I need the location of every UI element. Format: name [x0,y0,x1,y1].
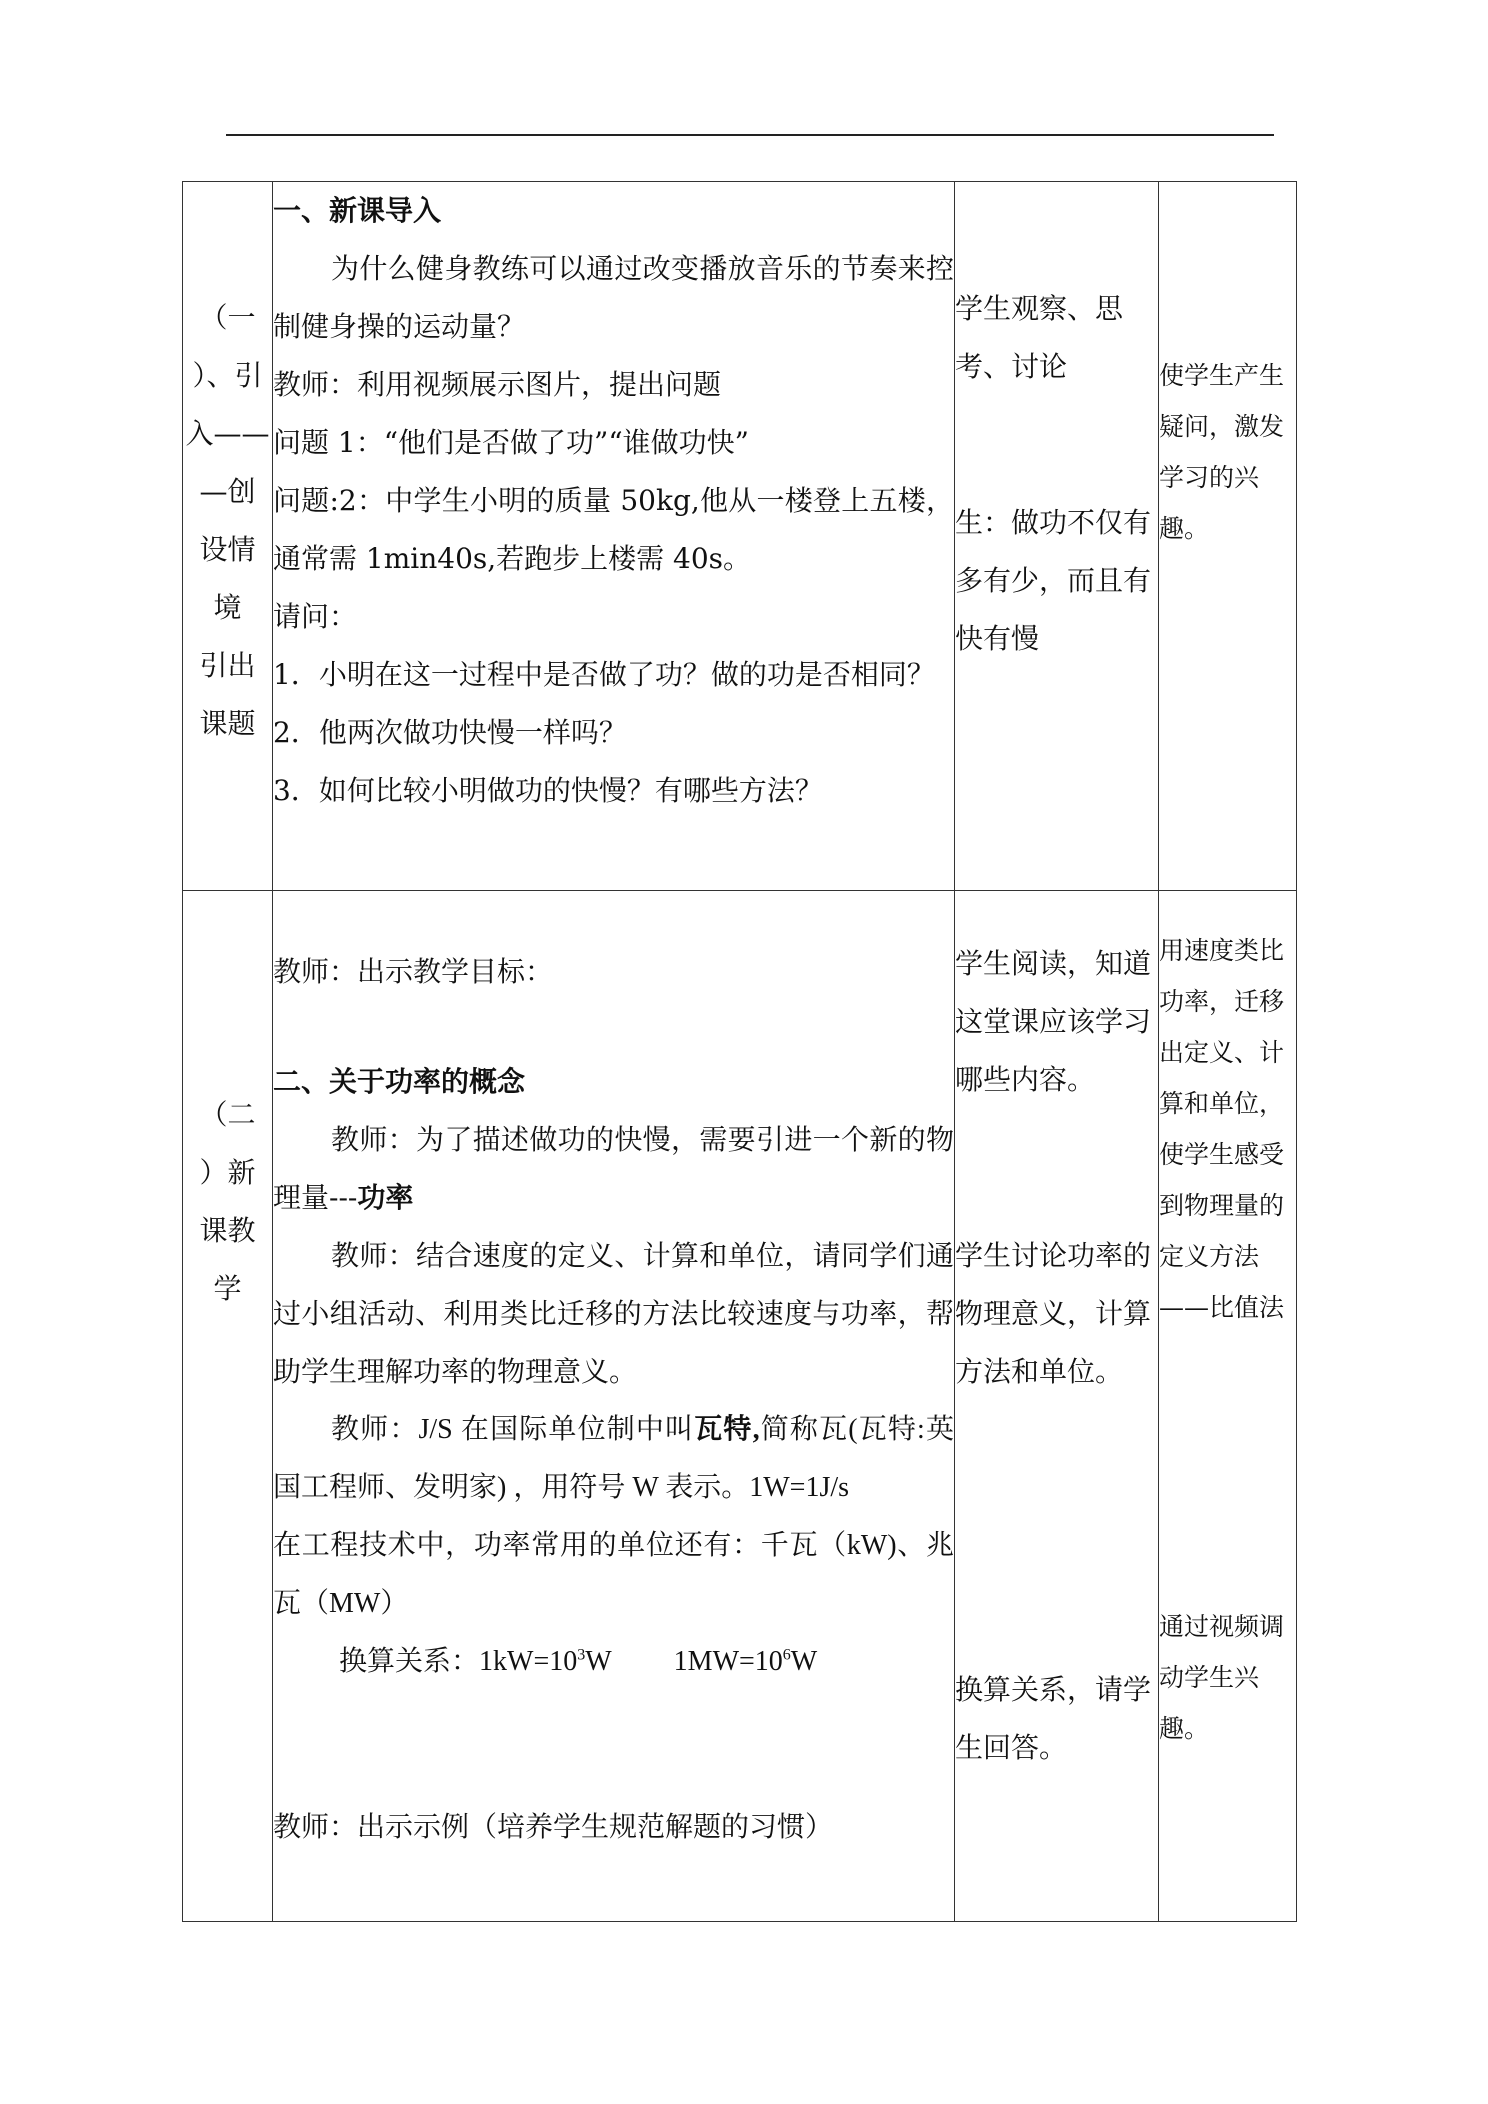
watt-term: 瓦特, [694,1414,760,1445]
power-term: 功率 [357,1181,414,1214]
question-line: 2．他两次做功快慢一样吗？ [273,716,627,749]
stage-line: 引出 [199,649,256,682]
conversion-label: 换算关系： [339,1646,480,1677]
teacher-line: 教师：利用视频展示图片，提出问题 [273,368,722,401]
unit-paragraph [273,1401,954,1517]
stage-line: （一 [199,301,256,334]
stage-line: —创 [199,475,256,508]
design-intent-cell [1159,182,1297,891]
exponent: 6 [782,1646,791,1664]
stage-line: 境 [213,591,242,624]
conversion-formula: 1MW=10 [673,1646,783,1677]
activity-text: 学生观察、思考、讨论 [955,292,1124,383]
activity-text: 学生阅读，知道这堂课应该学习哪些内容。 [955,947,1152,1096]
stage-line: 入—— [185,417,270,450]
activity-text: 生：做功不仅有多有少，而且有快有慢 [955,506,1152,655]
lesson-table [182,181,1297,1922]
question-line: 1．小明在这一过程中是否做了功？做的功是否相同？ [273,658,935,691]
unit-text: 简称瓦(瓦特:英国工程师、发明家) ，用符号 W 表示。1W=1J/s [273,1414,955,1503]
table-row [183,182,1297,891]
unit-text: 教师：J/S 在国际单位制中叫 [331,1414,695,1445]
analogy-paragraph: 教师：结合速度的定义、计算和单位，请同学们通过小组活动、利用类比迁移的方法比较速度与功率，帮助学生理解功率的物理意义。 [273,1239,954,1388]
stage-line: 设情 [199,533,256,566]
question-paragraph: 为什么健身教练可以通过改变播放音乐的节奏来控制健身操的运动量？ [273,252,954,343]
intent-text: 用速度类比功率，迁移出定义、计算和单位，使学生感受到物理量的定义方法——比值法 [1159,936,1285,1322]
concept-text: 教师：为了描述做功的快慢，需要引进一个新的物理量--- [273,1123,954,1214]
conversion-unit: W [790,1646,818,1677]
stage-line: 课教 [199,1214,256,1247]
question-line: 问题 1：“他们是否做了功”“谁做功快” [273,426,749,459]
stage-line: 学 [213,1272,242,1305]
intent-text: 通过视频调动学生兴趣。 [1159,1612,1285,1743]
stage-line: （二 [199,1098,256,1131]
stage-line: ）、引 [192,359,263,392]
teacher-goal: 教师：出示教学目标： [273,955,554,988]
intent-text: 使学生产生疑问，激发学习的兴趣。 [1159,361,1285,543]
content-cell [273,182,955,891]
exponent: 3 [577,1646,586,1664]
conversion-unit: W [585,1646,612,1677]
question-line: 3．如何比较小明做功的快慢？有哪些方法？ [273,774,823,807]
example-line: 教师：出示示例（培养学生规范解题的习惯） [273,1810,834,1843]
student-activity-cell [955,182,1159,891]
concept-paragraph [273,1111,954,1227]
conversion-formula: 1kW=10 [479,1646,578,1677]
stage-line: 课题 [199,707,256,740]
activity-text: 换算关系，请学生回答。 [955,1673,1152,1764]
student-activity-cell [955,891,1159,1922]
section-heading: 二、关于功率的概念 [273,1065,526,1098]
units-paragraph: 在工程技术中，功率常用的单位还有：千瓦（kW)、兆瓦（MW） [273,1530,954,1619]
stage-cell [183,182,273,891]
conversion-line [273,1633,954,1691]
table-row [183,891,1297,1922]
stage-line: ）新 [199,1156,256,1189]
header-rule [226,134,1274,136]
section-heading: 一、新课导入 [273,194,442,227]
stage-cell [183,891,273,1922]
design-intent-cell [1159,891,1297,1922]
question-line: 问题:2：中学生小明的质量 50kg,他从一楼登上五楼，通常需 1min40s,若跑步上楼需 40s。 [273,484,954,575]
activity-text: 学生讨论功率的物理意义，计算方法和单位。 [955,1239,1152,1388]
question-line: 请问： [273,600,358,633]
content-cell [273,891,955,1922]
